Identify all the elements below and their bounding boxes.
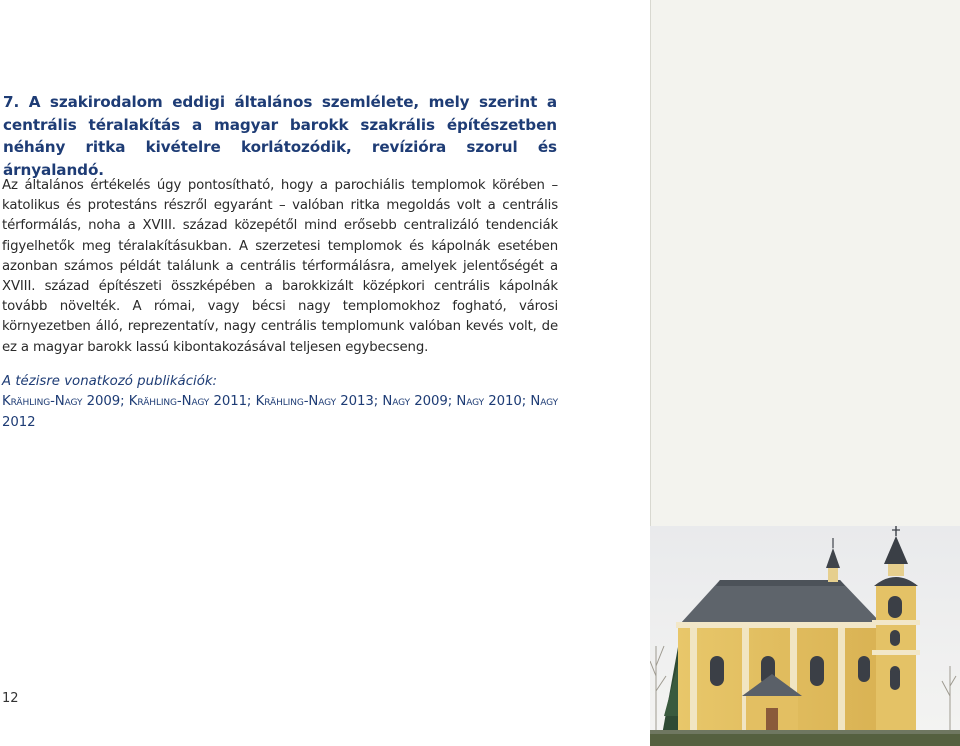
church-photo [650, 526, 960, 746]
page-number: 12 [2, 691, 19, 706]
publications-references: Krähling-Nagy 2009; Krähling-Nagy 2011; Krähling-Nagy 2013; Nagy 2009; Nagy 2010; Nagy 2012 [2, 394, 558, 430]
publications-label: A tézisre vonatkozó publikációk: [2, 374, 218, 389]
thesis-heading: 7. A szakirodalom eddigi általános szemlélete, mely szerint a centrális téralakítás a magyar barokk szakrális építészetben néhány ritka kivételre korlátozódik, revízióra szorul és árnyalandó. [3, 93, 557, 179]
thesis-body: Az általános értékelés úgy pontosítható, hogy a parochiális templomok körében – katolikus és protestáns részről egyaránt – valóban ritka megoldás volt a centrális térformálás, noha a XVIII. század közepétől mind erősebb centralizáló tendenciák figyelhetők meg téralakításukban. A szerzetesi templomok és kápolnák esetében azonban számos példát találunk a centrális térformálásra, amelyek jelentőségét a XVIII. század építészeti összképében a barokkizált középkori centrális kápolnák tovább növelték. A római, vagy bécsi nagy templomokhoz fogható, városi környezetben álló, reprezentatív, nagy centrális templomunk valóban kevés volt, de ez a magyar barokk lassú kibontakozásával teljesen egybecseng. [2, 178, 558, 355]
